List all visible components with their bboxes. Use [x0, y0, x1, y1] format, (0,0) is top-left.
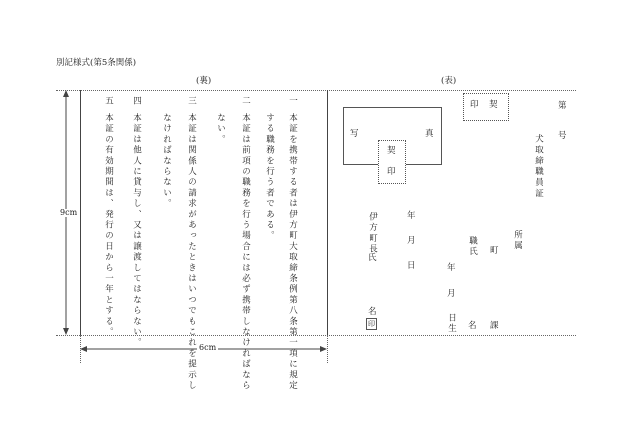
back-item-5-number: 五	[103, 96, 114, 107]
top-seal-left: 印	[470, 100, 479, 110]
back-item-1-number: 一	[287, 96, 298, 107]
issue-day: 日	[407, 261, 416, 271]
form-title: 別記様式(第5条関係)	[56, 58, 137, 68]
back-item-1-line-2: する職務を行う者である。	[264, 113, 275, 242]
back-item-2-line-1: 本証は前項の職務を行う場合には必ず携帯しなければなら	[240, 113, 251, 392]
back-item-2-number: 二	[240, 96, 251, 107]
affiliation-label: 所属	[512, 230, 523, 252]
back-item-3-line-2: なければならない。	[161, 113, 172, 210]
height-label: 9cm	[60, 208, 78, 217]
name-label: 名	[468, 321, 477, 331]
photo-seal-top: 契	[387, 146, 396, 156]
birth-year: 年	[447, 263, 456, 273]
back-item-3-line-1: 本証は関係人の請求があったときはいつでもこれを提示し	[186, 113, 197, 392]
back-item-4-number: 四	[131, 96, 142, 107]
position-name-label: 職氏	[467, 236, 478, 258]
card-top-edge	[56, 90, 576, 91]
photo-label-right: 真	[425, 129, 434, 139]
card-fold-line	[327, 90, 328, 335]
issuer-title: 伊方町長	[367, 212, 378, 255]
card-title: 犬取締職員証	[533, 134, 544, 200]
number-suffix: 号	[558, 131, 567, 141]
back-item-5-line-1: 本証の有効期間は、発行の日から一年とする。	[103, 113, 114, 338]
affiliation-town: 町	[490, 246, 499, 256]
back-item-4-line-1: 本証は他人に貸与し、又は譲渡してはならない。	[131, 113, 142, 349]
issuer-name-label: 名	[368, 307, 377, 317]
photo-seal-bottom: 印	[387, 167, 396, 177]
front-heading: (表)	[441, 76, 457, 86]
issuer-seal: 印	[368, 320, 375, 328]
top-seal-right: 契	[489, 100, 498, 110]
issue-year: 年	[407, 211, 416, 221]
back-item-2-line-2: ない。	[215, 113, 226, 146]
issuer-suffix: 氏	[368, 253, 377, 263]
back-item-1-line-1: 本証を携帯する者は伊方町大取締条例第八条第一項に規定	[287, 113, 298, 392]
number-prefix: 第	[558, 101, 567, 111]
birth-day: 日生	[446, 313, 457, 335]
width-label: 6cm	[199, 343, 217, 352]
card-left-edge	[80, 90, 81, 335]
birth-month: 月	[447, 289, 456, 299]
photo-label-left: 写	[350, 129, 359, 139]
back-item-3-number: 三	[186, 96, 197, 107]
back-heading: (裏)	[196, 76, 212, 86]
affiliation-section: 課	[490, 321, 499, 331]
issue-month: 月	[407, 236, 416, 246]
